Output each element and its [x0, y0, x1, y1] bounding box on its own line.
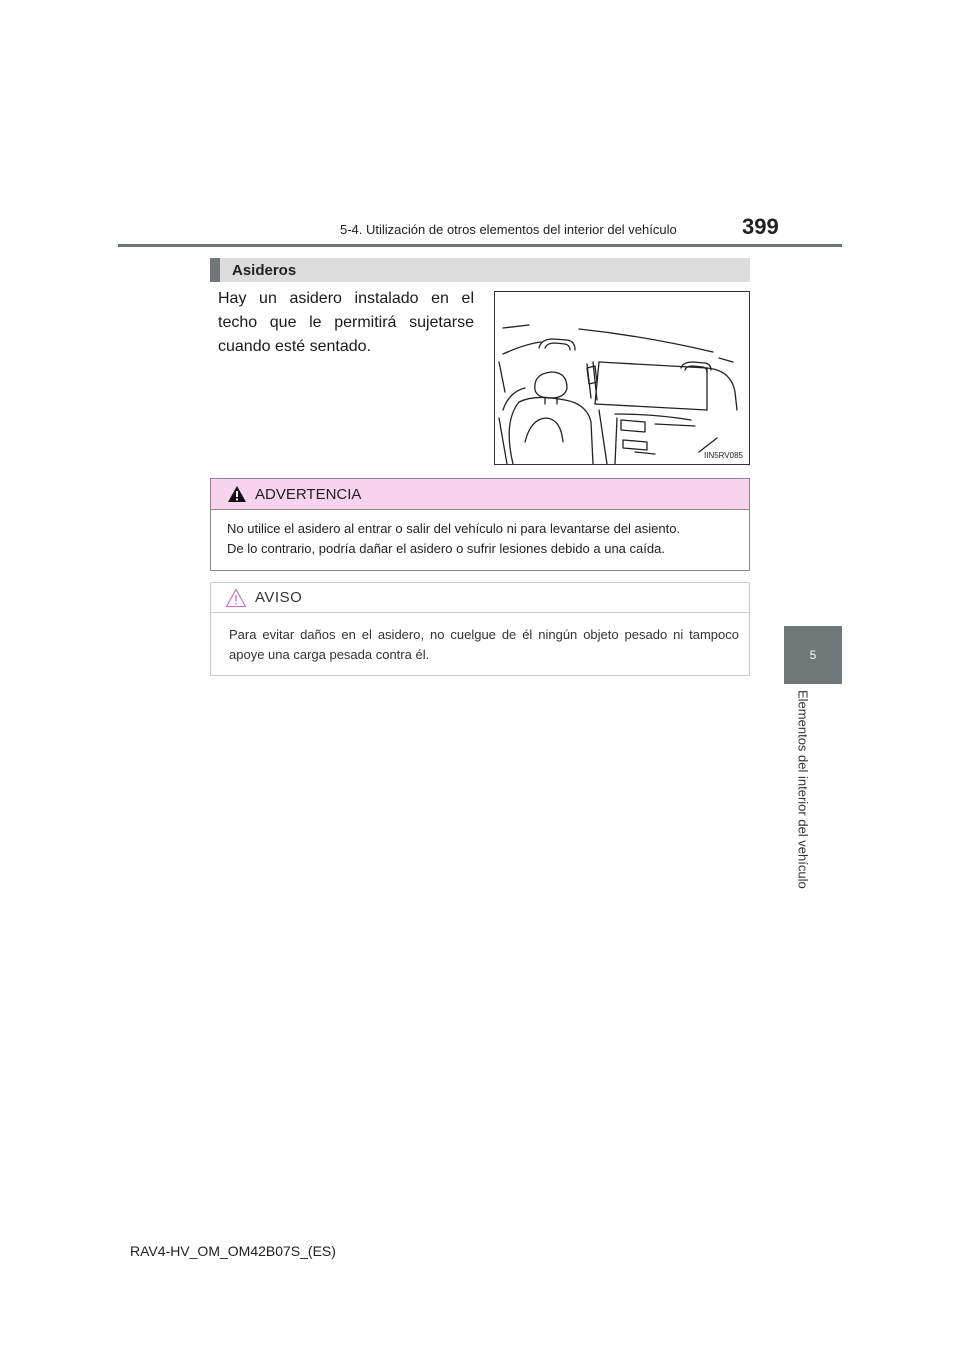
notice-box	[210, 582, 750, 676]
warning-body	[211, 510, 749, 559]
notice-header	[211, 583, 749, 613]
assist-grip-illustration	[494, 291, 750, 465]
warning-box	[210, 478, 750, 571]
page-number: 399	[742, 214, 779, 239]
chapter-side-label: Elementos del interior del vehículo	[795, 690, 811, 889]
section-header-title: 5-4. Utilización de otros elementos del interior del vehículo	[340, 222, 677, 237]
warning-header	[211, 479, 749, 510]
chapter-tab: 5	[784, 626, 842, 684]
section-heading	[210, 258, 750, 282]
figure-id: IIN5RV085	[704, 451, 743, 460]
header-divider	[118, 244, 842, 247]
caution-triangle-icon	[225, 588, 247, 608]
warning-line-1: No utilice el asidero al entrar o salir del vehículo ni para levantarse del asiento.	[227, 521, 681, 536]
warning-title: ADVERTENCIA	[255, 485, 362, 503]
car-interior-drawing	[495, 292, 749, 464]
document-id: RAV4-HV_OM_OM42B07S_(ES)	[130, 1243, 336, 1259]
warning-triangle-icon	[227, 485, 247, 503]
section-heading-text: Asideros	[232, 261, 297, 279]
warning-line-2: De lo contrario, podría dañar el asidero o sufrir lesiones debido a una caída.	[227, 541, 665, 556]
section-body-text: Hay un asidero instalado en el techo que le permitirá sujetarse cuando esté sentado.	[218, 290, 474, 355]
notice-title: AVISO	[255, 589, 303, 606]
notice-body: Para evitar daños en el asidero, no cuelgue de él ningún objeto pesado ni tampoco apoye una carga pesada contra él.	[229, 627, 739, 662]
